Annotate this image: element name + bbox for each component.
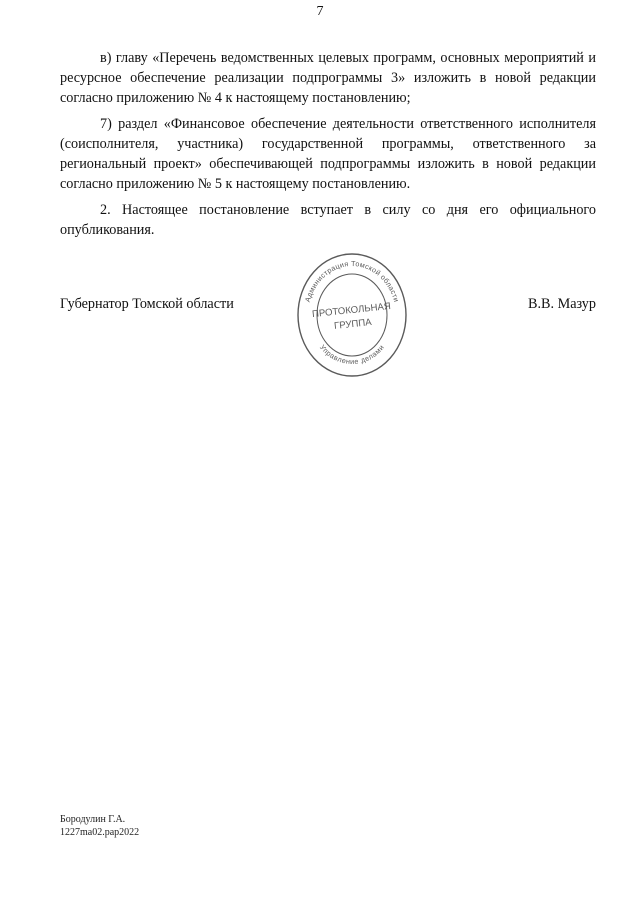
stamp-bottom-text: Управление делами — [317, 342, 387, 366]
stamp-ring-text: Администрация Томской области — [302, 258, 402, 304]
paragraph-subitem-v: в) главу «Перечень ведомственных целевых программ, основных мероприятий и ресурсное обеспечение реализации подпрограммы 3» изложить в новой редакции согласно приложению № 4 к настоящему постановлению; — [60, 50, 596, 106]
signatory-name: В.В. Мазур — [528, 296, 596, 312]
paragraph-item-2: 2. Настоящее постановление вступает в силу со дня его официального опубликования. — [60, 202, 596, 238]
document-code: 1227ma02.pap2022 — [60, 827, 140, 838]
page-number: 7 — [316, 4, 324, 19]
stamp-center-line2: ГРУППА — [333, 317, 373, 332]
document-footer — [60, 813, 139, 839]
protocol-group-stamp — [294, 250, 410, 380]
author-name: Бородулин Г.А. — [60, 814, 126, 825]
signatory-title: Губернатор Томской области — [60, 296, 234, 312]
document-body — [60, 48, 596, 246]
stamp-center-line1: ПРОТОКОЛЬНАЯ — [311, 300, 392, 321]
stamp-graphic — [298, 254, 406, 376]
paragraph-item-7: 7) раздел «Финансовое обеспечение деятельности ответственного исполнителя (соисполнителя, участника) государственной программы, ответственного за региональный проект» обеспечивающей подпрограммы изложить в новой редакции согласно приложению № 5 к настоящему постановлению. — [60, 116, 596, 192]
